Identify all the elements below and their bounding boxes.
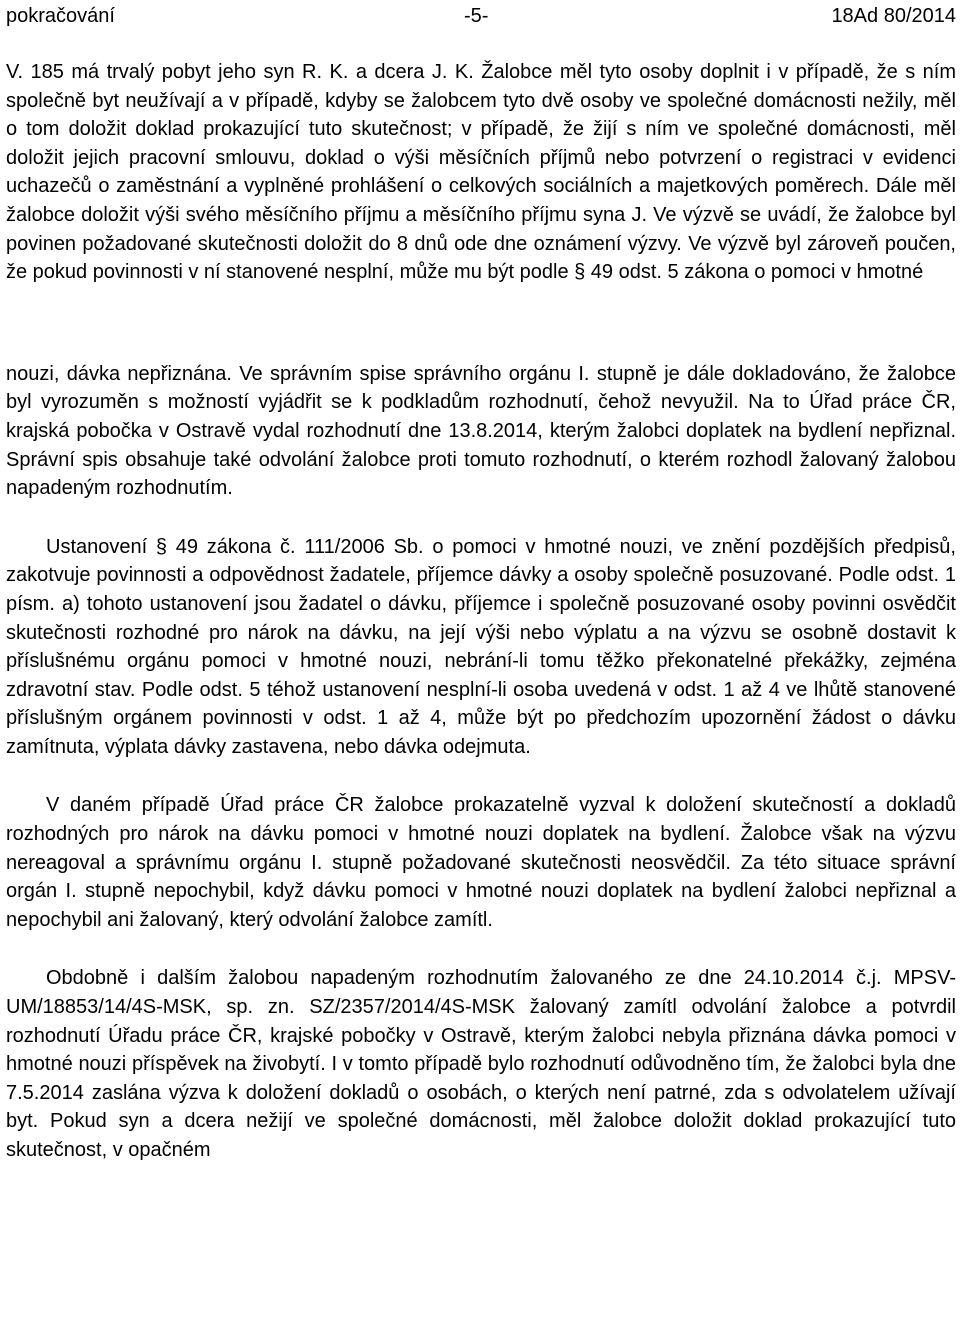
paragraph-assessment: V daném případě Úřad práce ČR žalobce prokazatelně vyzval k doložení skutečností a dokladů rozhodných pro nárok na dávku pomoci v hmotné nouzi doplatek na bydlení. Žalobce však na výzvu nereagoval a správnímu orgánu I. stupně požadované skutečnosti neosvědčil. Za této situace správní orgán I. stupně nepochybil, když dávku pomoci v hmotné nouzi doplatek na bydlení žalobci nepřiznal a nepochybil ani žalovaný, který odvolání žalobce zamítl. (6, 794, 956, 931)
paragraph-second-decision: Obdobně i dalším žalobou napadeným rozhodnutím žalovaného ze dne 24.10.2014 č.j. MPSV-UM/18853/14/4S-MSK, sp. zn. SZ/2357/2014/4S-MSK žalovaný zamítl odvolání žalobce a potvrdil rozhodnutí Úřadu práce ČR, krajské pobočky v Ostravě, kterým žalobci nebyla přiznána dávka pomoci v hmotné nouzi příspěvek na živobytí. I v tomto případě bylo rozhodnutí odůvodněno tím, že žalobci byla dne 7.5.2014 zaslána výzva k doložení dokladů o osobách, o kterých není patrné, zda s odvolatelem užívají byt. Pokud syn a dcera nežijí ve společné domácnosti, měl žalobce doložit doklad prokazující tuto skutečnost, v opačném (6, 967, 956, 1161)
paragraph-case-file: nouzi, dávka nepřiznána. Ve správním spise správního orgánu I. stupně je dále dokladováno, že žalobce byl vyrozuměn s možností vyjádřit se k podkladům rozhodnutí, čehož nevyužil. Na to Úřad práce ČR, krajská pobočka v Ostravě vydal rozhodnutí dne 13.8.2014, kterým žalobci doplatek na bydlení nepřiznal. Správní spis obsahuje také odvolání žalobce proti tomuto rozhodnutí, o kterém rozhodl žalovaný žalobou napadeným rozhodnutím. (6, 362, 956, 500)
paragraph-gap (6, 761, 956, 791)
paragraph-gap (6, 287, 956, 360)
paragraph-gap (6, 934, 956, 964)
page-number: -5- (464, 5, 489, 27)
case-number: 18Ad 80/2014 (831, 5, 956, 27)
header-continuation-label: pokračování (6, 5, 115, 27)
document-body (6, 58, 956, 1165)
paragraph-gap (6, 503, 956, 533)
paragraph-legal-provision: Ustanovení § 49 zákona č. 111/2006 Sb. o pomoci v hmotné nouzi, ve znění pozdějších předpisů, zakotvuje povinnosti a odpovědnost žadatele, příjemce dávky a osoby společně posuzované. Podle odst. 1 písm. a) tohoto ustanovení jsou žadatel o dávku, příjemce i společně posuzované osoby povinni osvědčit skutečnosti rozhodné pro nárok na dávku, na její výši nebo výplatu a na výzvu se osobně dostavit k příslušnému orgánu pomoci v hmotné nouzi, nebrání-li tomu těžko překonatelné překážky, zejména zdravotní stav. Podle odst. 5 téhož ustanovení nesplní-li osoba uvedená v odst. 1 až 4 ve lhůtě stanovené příslušným orgánem povinnosti v odst. 1 až 4, může být po předchozím upozornění žádost o dávku zamítnuta, výplata dávky zastavena, nebo dávka odejmuta. (6, 535, 956, 758)
paragraph-summons: V. 185 má trvalý pobyt jeho syn R. K. a dcera J. K. Žalobce měl tyto osoby doplnit i v případě, že s ním společně byt neužívají a v případě, kdyby se žalobcem tyto dvě osoby ve společné domácnosti nežily, měl o tom doložit doklad prokazující tuto skutečnost; v případě, že žijí s ním ve společné domácnosti, měl doložit jejich pracovní smlouvu, doklad o výši měsíčních příjmů nebo potvrzení o registraci v evidenci uchazečů o zaměstnání a vyplněné prohlášení o celkových sociálních a majetkových poměrech. Dále měl žalobce doložit výši svého měsíčního příjmu a měsíčního příjmu syna J. Ve výzvě se uvádí, že žalobce byl povinen požadované skutečnosti doložit do 8 dnů ode dne oznámení výzvy. Ve výzvě byl zároveň poučen, že pokud povinnosti v ní stanovené nesplní, může mu být podle § 49 odst. 5 zákona o pomoci v hmotné (6, 61, 956, 284)
document-page (6, 0, 956, 1335)
page-header (6, 2, 956, 32)
